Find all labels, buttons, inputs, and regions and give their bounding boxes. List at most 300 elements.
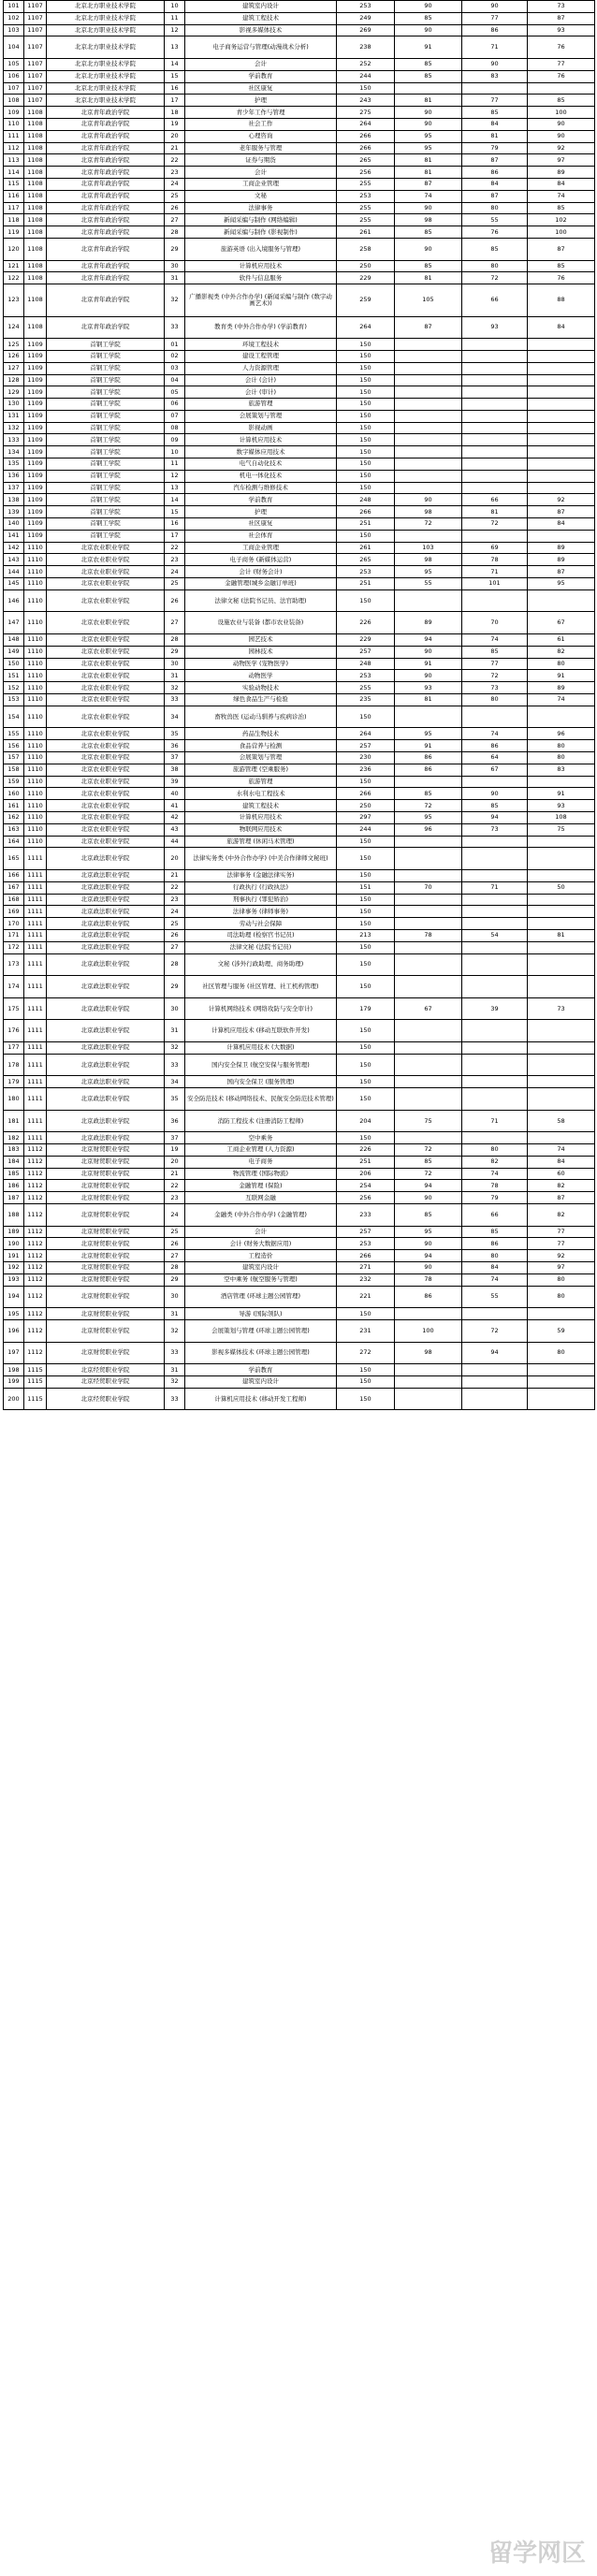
school-name: 北京财贸职业学院 xyxy=(47,1168,165,1180)
major-name: 影视多媒体技术 xyxy=(185,24,337,36)
major-name: 动物医学 (宠物医学) xyxy=(185,658,337,670)
row-number: 162 xyxy=(4,811,24,823)
school-name: 北京农业职业学院 xyxy=(47,728,165,740)
table-row xyxy=(4,894,595,906)
row-number: 197 xyxy=(4,1342,24,1364)
total-score: 150 xyxy=(337,434,395,446)
school-code: 1112 xyxy=(24,1226,47,1238)
school-code: 1108 xyxy=(24,226,47,239)
school-name: 北京北方职业技术学院 xyxy=(47,95,165,107)
school-code: 1108 xyxy=(24,202,47,214)
school-name: 北京财贸职业学院 xyxy=(47,1308,165,1320)
school-code: 1111 xyxy=(24,1132,47,1144)
school-code: 1107 xyxy=(24,70,47,82)
table-row xyxy=(4,578,595,590)
row-number: 113 xyxy=(4,154,24,167)
score-subject-3: 88 xyxy=(528,284,595,316)
school-name: 北京政法职业学院 xyxy=(47,953,165,976)
score-subject-1: 85 xyxy=(395,70,462,82)
table-row xyxy=(4,446,595,458)
score-subject-2: 66 xyxy=(462,284,528,316)
score-subject-2: 84 xyxy=(462,118,528,130)
school-code: 1115 xyxy=(24,1388,47,1410)
table-row xyxy=(4,764,595,776)
total-score: 179 xyxy=(337,997,395,1020)
major-name: 食品营养与检测 xyxy=(185,740,337,752)
total-score: 259 xyxy=(337,284,395,316)
major-code: 28 xyxy=(165,226,185,239)
major-code: 30 xyxy=(165,997,185,1020)
score-subject-3: 85 xyxy=(528,202,595,214)
score-subject-1 xyxy=(395,953,462,976)
major-code: 36 xyxy=(165,1110,185,1132)
total-score: 253 xyxy=(337,1238,395,1250)
school-name: 首钢工学院 xyxy=(47,386,165,399)
total-score: 266 xyxy=(337,1250,395,1262)
score-subject-3: 58 xyxy=(528,1110,595,1132)
score-subject-3: 80 xyxy=(528,1286,595,1308)
table-row xyxy=(4,118,595,130)
school-name: 北京政法职业学院 xyxy=(47,848,165,870)
table-row xyxy=(4,918,595,930)
table-row xyxy=(4,494,595,506)
school-code: 1112 xyxy=(24,1308,47,1320)
school-name: 北京农业职业学院 xyxy=(47,740,165,752)
table-row xyxy=(4,776,595,788)
row-number: 125 xyxy=(4,339,24,351)
total-score: 252 xyxy=(337,58,395,70)
score-subject-3 xyxy=(528,350,595,362)
row-number: 142 xyxy=(4,542,24,554)
major-code: 29 xyxy=(165,238,185,260)
score-subject-3 xyxy=(528,339,595,351)
school-name: 首钢工学院 xyxy=(47,446,165,458)
score-subject-1 xyxy=(395,374,462,386)
score-subject-1 xyxy=(395,589,462,612)
major-code: 24 xyxy=(165,906,185,918)
major-name: 工商企业管理 (人力资源) xyxy=(185,1144,337,1157)
row-number: 193 xyxy=(4,1273,24,1286)
row-number: 183 xyxy=(4,1144,24,1157)
score-subject-1: 72 xyxy=(395,518,462,531)
major-name: 计算机应用技术 xyxy=(185,260,337,272)
major-code: 05 xyxy=(165,386,185,399)
score-subject-2: 74 xyxy=(462,1168,528,1180)
school-name: 北京青年政治学院 xyxy=(47,316,165,339)
row-number: 104 xyxy=(4,36,24,59)
score-subject-1 xyxy=(395,848,462,870)
score-subject-1 xyxy=(395,1364,462,1376)
major-code: 21 xyxy=(165,1168,185,1180)
major-name: 司法助理 (检察官书记员) xyxy=(185,929,337,941)
school-name: 北京政法职业学院 xyxy=(47,881,165,894)
row-number: 155 xyxy=(4,728,24,740)
major-name: 旅游管理 (空乘服务) xyxy=(185,764,337,776)
major-code: 32 xyxy=(165,682,185,694)
table-row xyxy=(4,58,595,70)
major-name: 安全防范技术 (移动网络技术、民航安全防范技术管理) xyxy=(185,1088,337,1111)
school-code: 1115 xyxy=(24,1364,47,1376)
major-code: 23 xyxy=(165,894,185,906)
score-subject-1: 85 xyxy=(395,226,462,239)
score-subject-1: 85 xyxy=(395,1204,462,1227)
total-score: 150 xyxy=(337,374,395,386)
table-row xyxy=(4,482,595,494)
score-subject-3: 97 xyxy=(528,1262,595,1274)
score-subject-1 xyxy=(395,339,462,351)
table-row xyxy=(4,1088,595,1111)
major-code: 25 xyxy=(165,918,185,930)
school-code: 1107 xyxy=(24,82,47,95)
row-number: 154 xyxy=(4,706,24,728)
table-row xyxy=(4,1342,595,1364)
score-subject-2: 79 xyxy=(462,1192,528,1204)
table-row xyxy=(4,154,595,167)
score-subject-1: 55 xyxy=(395,578,462,590)
score-subject-2 xyxy=(462,1132,528,1144)
score-subject-3: 82 xyxy=(528,1180,595,1192)
score-subject-3 xyxy=(528,1076,595,1088)
score-subject-1: 86 xyxy=(395,764,462,776)
table-row xyxy=(4,811,595,823)
major-name: 建设工程管理 xyxy=(185,350,337,362)
school-name: 北京政法职业学院 xyxy=(47,1054,165,1076)
school-name: 北京政法职业学院 xyxy=(47,906,165,918)
school-code: 1112 xyxy=(24,1168,47,1180)
total-score: 236 xyxy=(337,764,395,776)
school-name: 北京青年政治学院 xyxy=(47,272,165,284)
table-row xyxy=(4,906,595,918)
score-subject-1 xyxy=(395,362,462,374)
school-code: 1111 xyxy=(24,918,47,930)
table-row xyxy=(4,752,595,764)
total-score: 255 xyxy=(337,202,395,214)
score-subject-3: 80 xyxy=(528,658,595,670)
school-code: 1111 xyxy=(24,1020,47,1042)
score-subject-3: 84 xyxy=(528,1156,595,1168)
score-subject-1: 98 xyxy=(395,506,462,518)
school-code: 1111 xyxy=(24,1110,47,1132)
total-score: 150 xyxy=(337,458,395,471)
score-subject-3: 74 xyxy=(528,190,595,202)
score-subject-1 xyxy=(395,458,462,471)
major-name: 计算机应用技术 xyxy=(185,434,337,446)
school-name: 首钢工学院 xyxy=(47,530,165,542)
school-name: 北京政法职业学院 xyxy=(47,997,165,1020)
row-number: 115 xyxy=(4,178,24,190)
major-name: 会计 xyxy=(185,58,337,70)
major-code: 34 xyxy=(165,706,185,728)
score-subject-2: 74 xyxy=(462,728,528,740)
school-code: 1111 xyxy=(24,953,47,976)
score-subject-1 xyxy=(395,82,462,95)
school-name: 首钢工学院 xyxy=(47,506,165,518)
major-name: 汽车检测与维修技术 xyxy=(185,482,337,494)
major-code: 42 xyxy=(165,811,185,823)
total-score: 251 xyxy=(337,518,395,531)
row-number: 167 xyxy=(4,881,24,894)
score-subject-2 xyxy=(462,374,528,386)
table-row xyxy=(4,997,595,1020)
score-subject-3: 82 xyxy=(528,646,595,658)
score-subject-1 xyxy=(395,410,462,422)
major-code: 28 xyxy=(165,953,185,976)
score-subject-2 xyxy=(462,918,528,930)
row-number: 157 xyxy=(4,752,24,764)
table-row xyxy=(4,399,595,411)
school-code: 1110 xyxy=(24,670,47,682)
major-code: 32 xyxy=(165,1041,185,1054)
school-name: 北京农业职业学院 xyxy=(47,706,165,728)
row-number: 105 xyxy=(4,58,24,70)
total-score: 150 xyxy=(337,1088,395,1111)
school-name: 北京政法职业学院 xyxy=(47,929,165,941)
major-code: 20 xyxy=(165,848,185,870)
total-score: 151 xyxy=(337,881,395,894)
row-number: 200 xyxy=(4,1388,24,1410)
major-code: 35 xyxy=(165,1088,185,1111)
school-name: 首钢工学院 xyxy=(47,518,165,531)
major-name: 导游 (国际领队) xyxy=(185,1308,337,1320)
major-name: 电气自动化技术 xyxy=(185,458,337,471)
table-row xyxy=(4,682,595,694)
score-subject-3 xyxy=(528,1376,595,1389)
score-subject-1: 90 xyxy=(395,202,462,214)
table-row xyxy=(4,518,595,531)
major-code: 03 xyxy=(165,362,185,374)
total-score: 229 xyxy=(337,634,395,647)
major-code: 08 xyxy=(165,422,185,434)
score-subject-3: 89 xyxy=(528,167,595,179)
score-subject-1: 95 xyxy=(395,728,462,740)
school-name: 北京青年政治学院 xyxy=(47,238,165,260)
total-score: 150 xyxy=(337,953,395,976)
total-score: 235 xyxy=(337,694,395,706)
table-row xyxy=(4,1076,595,1088)
score-subject-1: 90 xyxy=(395,107,462,119)
score-subject-1: 89 xyxy=(395,612,462,634)
school-name: 首钢工学院 xyxy=(47,399,165,411)
total-score: 254 xyxy=(337,1180,395,1192)
score-subject-2: 81 xyxy=(462,130,528,142)
score-subject-1: 103 xyxy=(395,542,462,554)
table-row xyxy=(4,1238,595,1250)
total-score: 150 xyxy=(337,482,395,494)
school-code: 1110 xyxy=(24,554,47,566)
table-row xyxy=(4,506,595,518)
score-subject-3: 85 xyxy=(528,260,595,272)
score-subject-1: 70 xyxy=(395,881,462,894)
table-row xyxy=(4,1156,595,1168)
school-code: 1110 xyxy=(24,589,47,612)
school-code: 1109 xyxy=(24,339,47,351)
school-code: 1109 xyxy=(24,458,47,471)
score-subject-2: 85 xyxy=(462,800,528,812)
score-subject-3: 74 xyxy=(528,694,595,706)
school-name: 北京政法职业学院 xyxy=(47,1132,165,1144)
score-subject-1 xyxy=(395,1054,462,1076)
major-code: 25 xyxy=(165,1226,185,1238)
row-number: 163 xyxy=(4,823,24,836)
score-subject-2: 86 xyxy=(462,740,528,752)
row-number: 109 xyxy=(4,107,24,119)
score-subject-3: 82 xyxy=(528,1204,595,1227)
score-subject-2: 78 xyxy=(462,554,528,566)
school-code: 1110 xyxy=(24,836,47,848)
score-subject-1: 105 xyxy=(395,284,462,316)
school-name: 首钢工学院 xyxy=(47,422,165,434)
school-name: 北京政法职业学院 xyxy=(47,941,165,953)
score-subject-1 xyxy=(395,941,462,953)
table-row xyxy=(4,458,595,471)
school-code: 1112 xyxy=(24,1262,47,1274)
score-subject-2 xyxy=(462,482,528,494)
major-code: 34 xyxy=(165,1076,185,1088)
major-code: 26 xyxy=(165,929,185,941)
major-name: 会计 (财务会计) xyxy=(185,566,337,578)
school-code: 1110 xyxy=(24,706,47,728)
school-name: 北京农业职业学院 xyxy=(47,764,165,776)
school-code: 1108 xyxy=(24,316,47,339)
school-name: 北京财贸职业学院 xyxy=(47,1226,165,1238)
school-name: 北京农业职业学院 xyxy=(47,682,165,694)
total-score: 248 xyxy=(337,494,395,506)
table-row xyxy=(4,694,595,706)
table-row xyxy=(4,142,595,154)
school-code: 1107 xyxy=(24,1,47,13)
major-name: 法律文秘 (法院书记员、法官助理) xyxy=(185,589,337,612)
major-name: 建筑工程技术 xyxy=(185,800,337,812)
school-code: 1109 xyxy=(24,530,47,542)
school-code: 1109 xyxy=(24,422,47,434)
row-number: 156 xyxy=(4,740,24,752)
school-name: 北京政法职业学院 xyxy=(47,976,165,998)
score-subject-2 xyxy=(462,1388,528,1410)
school-code: 1109 xyxy=(24,494,47,506)
table-row xyxy=(4,36,595,59)
school-code: 1112 xyxy=(24,1144,47,1157)
school-name: 北京农业职业学院 xyxy=(47,578,165,590)
school-code: 1108 xyxy=(24,107,47,119)
table-row xyxy=(4,1364,595,1376)
score-subject-3: 76 xyxy=(528,272,595,284)
score-subject-1: 94 xyxy=(395,1180,462,1192)
score-subject-3: 77 xyxy=(528,58,595,70)
score-subject-2: 86 xyxy=(462,24,528,36)
school-code: 1110 xyxy=(24,612,47,634)
score-subject-2 xyxy=(462,776,528,788)
major-name: 广播影视类 (中外合作办学) (新闻采编与制作 (数字动画艺术)) xyxy=(185,284,337,316)
row-number: 112 xyxy=(4,142,24,154)
score-subject-1: 90 xyxy=(395,1,462,13)
table-row xyxy=(4,1226,595,1238)
score-subject-2 xyxy=(462,894,528,906)
score-subject-1: 90 xyxy=(395,24,462,36)
score-subject-3 xyxy=(528,446,595,458)
table-row xyxy=(4,434,595,446)
table-row xyxy=(4,646,595,658)
major-name: 社会体育 xyxy=(185,530,337,542)
table-row xyxy=(4,848,595,870)
school-code: 1111 xyxy=(24,941,47,953)
score-subject-3 xyxy=(528,530,595,542)
major-name: 会计 xyxy=(185,167,337,179)
score-subject-2: 101 xyxy=(462,578,528,590)
row-number: 175 xyxy=(4,997,24,1020)
school-name: 北京青年政治学院 xyxy=(47,226,165,239)
score-subject-3: 80 xyxy=(528,1273,595,1286)
school-name: 北京经贸职业学院 xyxy=(47,1364,165,1376)
major-name: 建筑工程技术 xyxy=(185,12,337,24)
major-code: 14 xyxy=(165,58,185,70)
row-number: 107 xyxy=(4,82,24,95)
score-subject-1: 91 xyxy=(395,740,462,752)
major-code: 21 xyxy=(165,869,185,881)
table-row xyxy=(4,1180,595,1192)
score-subject-1 xyxy=(395,1041,462,1054)
major-code: 39 xyxy=(165,776,185,788)
major-name: 会计 (财务大数据应用) xyxy=(185,1238,337,1250)
school-name: 北京政法职业学院 xyxy=(47,1020,165,1042)
score-subject-2: 72 xyxy=(462,518,528,531)
score-subject-1: 90 xyxy=(395,670,462,682)
score-subject-1: 90 xyxy=(395,494,462,506)
score-subject-3 xyxy=(528,482,595,494)
major-name: 电子商务运营与管理(动漫战术分析) xyxy=(185,36,337,59)
score-subject-2: 94 xyxy=(462,811,528,823)
total-score: 150 xyxy=(337,941,395,953)
row-number: 121 xyxy=(4,260,24,272)
total-score: 206 xyxy=(337,1168,395,1180)
school-code: 1109 xyxy=(24,399,47,411)
row-number: 127 xyxy=(4,362,24,374)
total-score: 257 xyxy=(337,740,395,752)
major-code: 20 xyxy=(165,130,185,142)
score-subject-2: 85 xyxy=(462,646,528,658)
row-number: 138 xyxy=(4,494,24,506)
major-name: 计算机应用技术 xyxy=(185,811,337,823)
major-name: 园艺技术 xyxy=(185,634,337,647)
table-row xyxy=(4,190,595,202)
score-subject-2: 77 xyxy=(462,95,528,107)
score-subject-3: 77 xyxy=(528,1226,595,1238)
score-subject-2 xyxy=(462,530,528,542)
score-subject-3 xyxy=(528,706,595,728)
score-subject-1: 78 xyxy=(395,929,462,941)
major-code: 16 xyxy=(165,518,185,531)
score-subject-1 xyxy=(395,869,462,881)
score-subject-3 xyxy=(528,386,595,399)
table-row xyxy=(4,1168,595,1180)
total-score: 150 xyxy=(337,422,395,434)
school-code: 1110 xyxy=(24,800,47,812)
school-name: 北京政法职业学院 xyxy=(47,869,165,881)
major-code: 38 xyxy=(165,764,185,776)
school-name: 北京青年政治学院 xyxy=(47,107,165,119)
total-score: 150 xyxy=(337,362,395,374)
school-code: 1110 xyxy=(24,542,47,554)
total-score: 257 xyxy=(337,646,395,658)
major-code: 33 xyxy=(165,1054,185,1076)
row-number: 126 xyxy=(4,350,24,362)
score-subject-2: 83 xyxy=(462,70,528,82)
major-code: 29 xyxy=(165,646,185,658)
score-subject-3: 75 xyxy=(528,823,595,836)
score-subject-1: 91 xyxy=(395,36,462,59)
row-number: 194 xyxy=(4,1286,24,1308)
table-row xyxy=(4,1132,595,1144)
school-name: 北京政法职业学院 xyxy=(47,894,165,906)
